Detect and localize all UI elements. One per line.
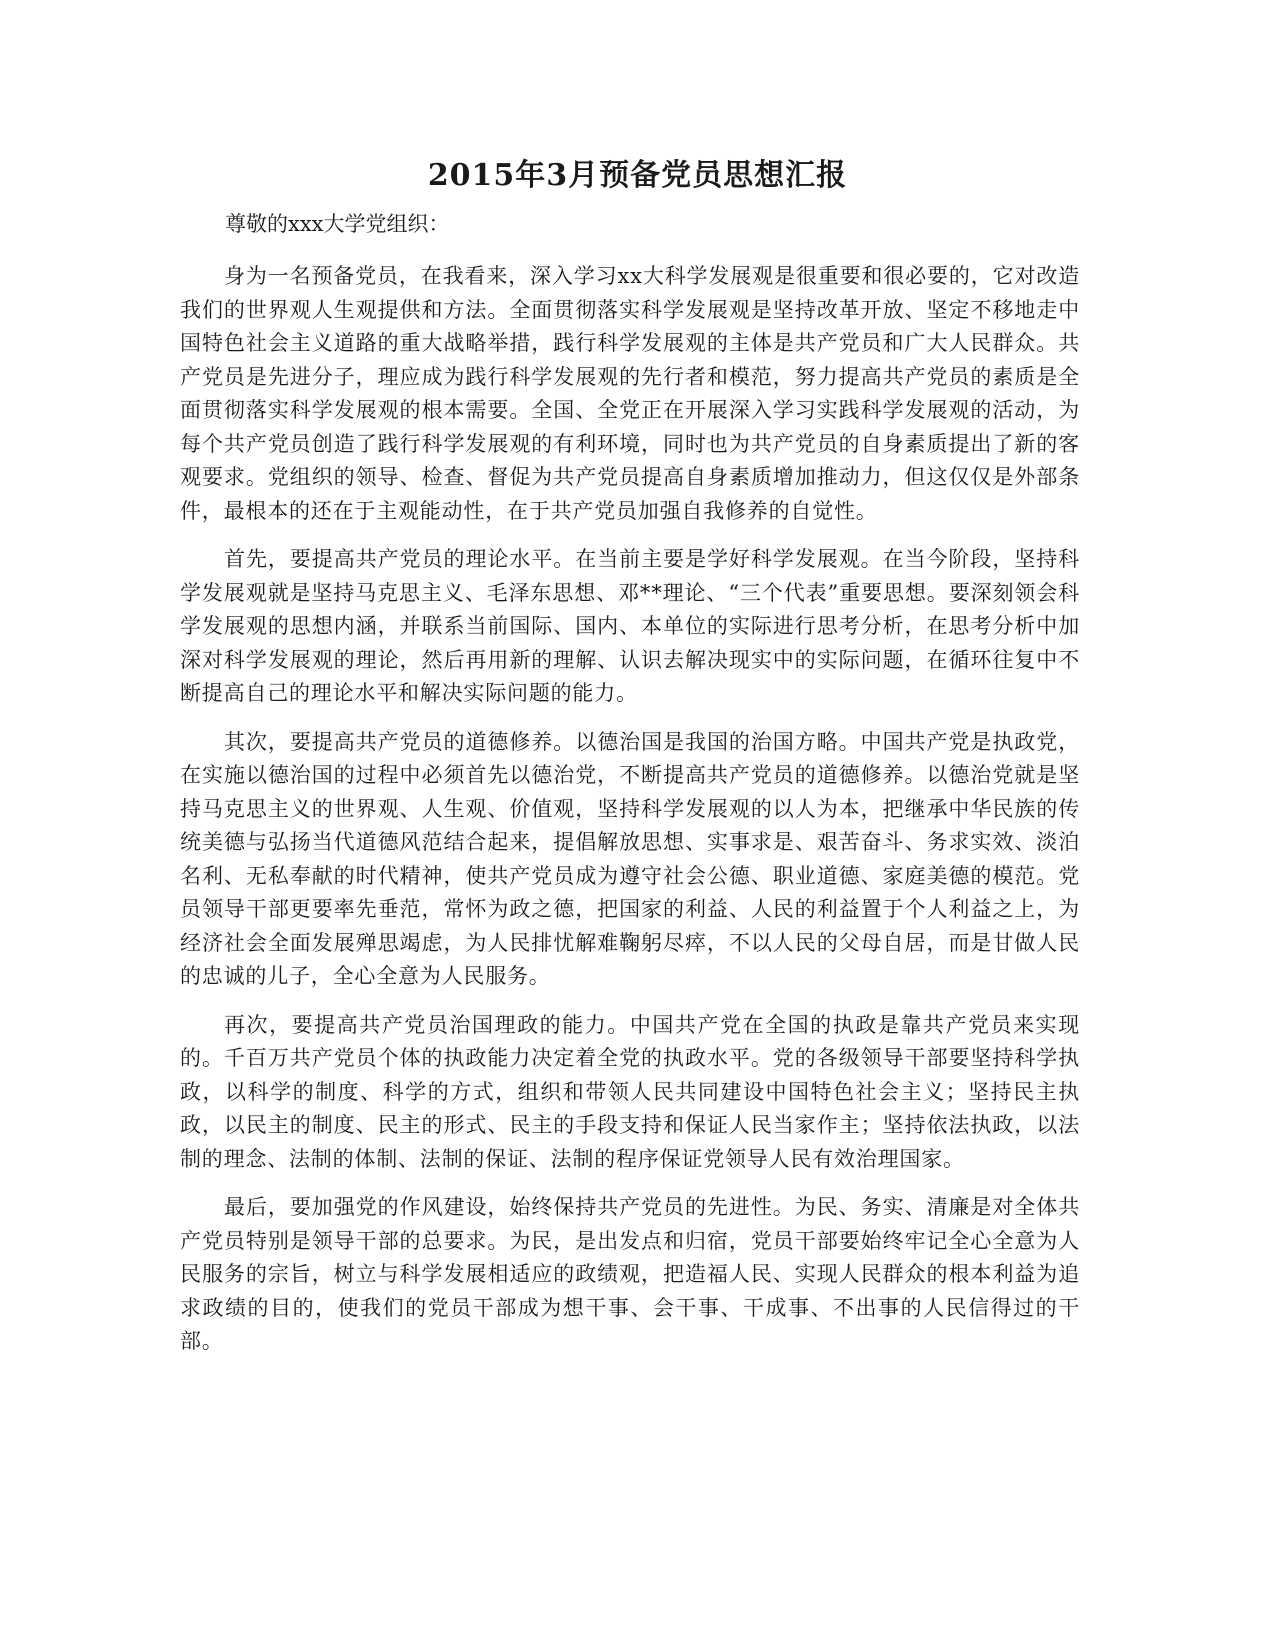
- paragraph-conduct: 最后，要加强党的作风建设，始终保持共产党员的先进性。为民、务实、清廉是对全体共产党员特别是领导干部的总要求。为民，是出发点和归宿，党员干部要始终牢记全心全意为人民服务的宗旨，树立与科学发展相适应的政绩观，把造福人民、实现人民群众的根本利益为追求政绩的目的，使我们的党员干部成为想干事、会干事、干成事、不出事的人民信得过的干部。: [180, 1195, 1080, 1353]
- paragraph-intro: 身为一名预备党员，在我看来，深入学习xx大科学发展观是很重要和很必要的，它对改造我们的世界观人生观提供和方法。全面贯彻落实科学发展观是坚持改革开放、坚定不移地走中国特色社会主义道路的重大战略举措，践行科学发展观的主体是共产党员和广大人民群众。共产党员是先进分子，理应成为践行科学发展观的先行者和模范，努力提高共产党员的素质是全面贯彻落实科学发展观的根本需要。全国、全党正在开展深入学习实践科学发展观的活动，为每个共产党员创造了践行科学发展观的有利环境，同时也为共产党员的自身素质提出了新的客观要求。党组织的领导、检查、督促为共产党员提高自身素质增加推动力，但这仅仅是外部条件，最根本的还在于主观能动性，在于共产党员加强自我修养的自觉性。: [180, 264, 1080, 523]
- salutation: 尊敬的xxx大学党组织：: [225, 212, 450, 236]
- document-body: [180, 260, 1080, 1374]
- paragraph-morality: 其次，要提高共产党员的道德修养。以德治国是我国的治国方略。中国共产党是执政党，在实施以德治国的过程中必须首先以德治党，不断提高共产党员的道德修养。以德治党就是坚持马克思主义的世界观、人生观、价值观，坚持科学发展观的以人为本，把继承中华民族的传统美德与弘扬当代道德风范结合起来，提倡解放思想、实事求是、艰苦奋斗、务求实效、淡泊名利、无私奉献的时代精神，使共产党员成为遵守社会公德、职业道德、家庭美德的模范。党员领导干部更要率先垂范，常怀为政之德，把国家的利益、人民的利益置于个人利益之上，为经济社会全面发展殚思竭虑，为人民排忧解难鞠躬尽瘁，不以人民的父母自居，而是甘做人民的忠诚的儿子，全心全意为人民服务。: [180, 729, 1080, 988]
- document-title: 2015年3月预备党员思想汇报: [427, 158, 848, 193]
- paragraph-theory: 首先，要提高共产党员的理论水平。在当前主要是学好科学发展观。在当今阶段，坚持科学发展观就是坚持马克思主义、毛泽东思想、邓**理论、“三个代表”重要思想。要深刻领会科学发展观的思想内涵，并联系当前国际、国内、本单位的实际进行思考分析，在思考分析中加深对科学发展观的理论，然后再用新的理解、认识去解决现实中的实际问题，在循环往复中不断提高自己的理论水平和解决实际问题的能力。: [180, 547, 1080, 705]
- paragraph-governance: 再次，要提高共产党员治国理政的能力。中国共产党在全国的执政是靠共产党员来实现的。千百万共产党员个体的执政能力决定着全党的执政水平。党的各级领导干部要坚持科学执政，以科学的制度、科学的方式，组织和带领人民共同建设中国特色社会主义；坚持民主执政，以民主的制度、民主的形式、民主的手段支持和保证人民当家作主；坚持依法执政，以法制的理念、法制的体制、法制的保证、法制的程序保证党领导人民有效治理国家。: [180, 1012, 1080, 1171]
